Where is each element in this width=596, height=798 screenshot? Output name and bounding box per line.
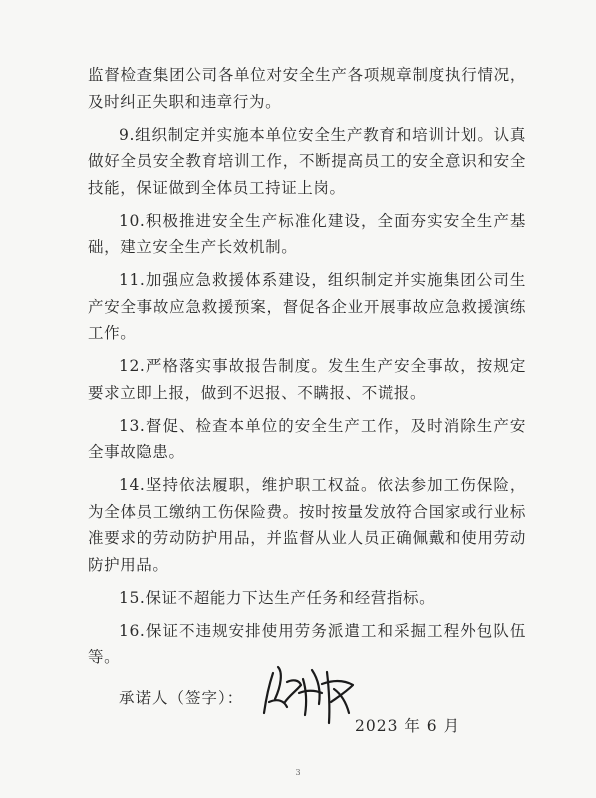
commitment-paragraph: 15.保证不超能力下达生产任务和经营指标。 [119,588,436,607]
handwritten-signature [245,655,365,730]
commitment-paragraph: 11.加强应急救援体系建设，组织制定并实施集团公司生产安全事故应急救援预案，督促各企业开展事故应急救援演练工作。 [88,271,526,342]
signer-label: 承诺人（签字）： [119,689,244,707]
page-number: 3 [295,768,301,777]
commitment-paragraph: 14.坚持依法履职，维护职工权益。依法参加工伤保险，为全体员工缴纳工伤保险费。按时按量发放符合国家或行业标准要求的劳动防护用品，并监督从业人员正确佩戴和使用劳动防护用品。 [88,476,526,574]
commitment-paragraph: 监督检查集团公司各单位对安全生产各项规章制度执行情况，及时纠正失职和违章行为。 [88,66,526,111]
commitment-paragraph: 10.积极推进安全生产标准化建设，全面夯实安全生产基础，建立安全生产长效机制。 [88,211,526,256]
commitment-date: 2023 年 6 月 [355,717,461,735]
commitment-paragraph: 12.严格落实事故报告制度。发生生产安全事故，按规定要求立即上报，做到不迟报、不瞒报、不谎报。 [88,357,526,402]
commitment-paragraph: 9.组织制定并实施本单位安全生产教育和培训计划。认真做好全员安全教育培训工作，不断提高员工的安全意识和安全技能，保证做到全体员工持证上岗。 [88,125,526,197]
document-body [88,62,526,671]
commitment-paragraph: 16.保证不违规安排使用劳务派遣工和采掘工程外包队伍等。 [88,621,526,666]
commitment-paragraph: 13.督促、检查本单位的安全生产工作，及时消除生产安全事故隐患。 [88,416,526,461]
